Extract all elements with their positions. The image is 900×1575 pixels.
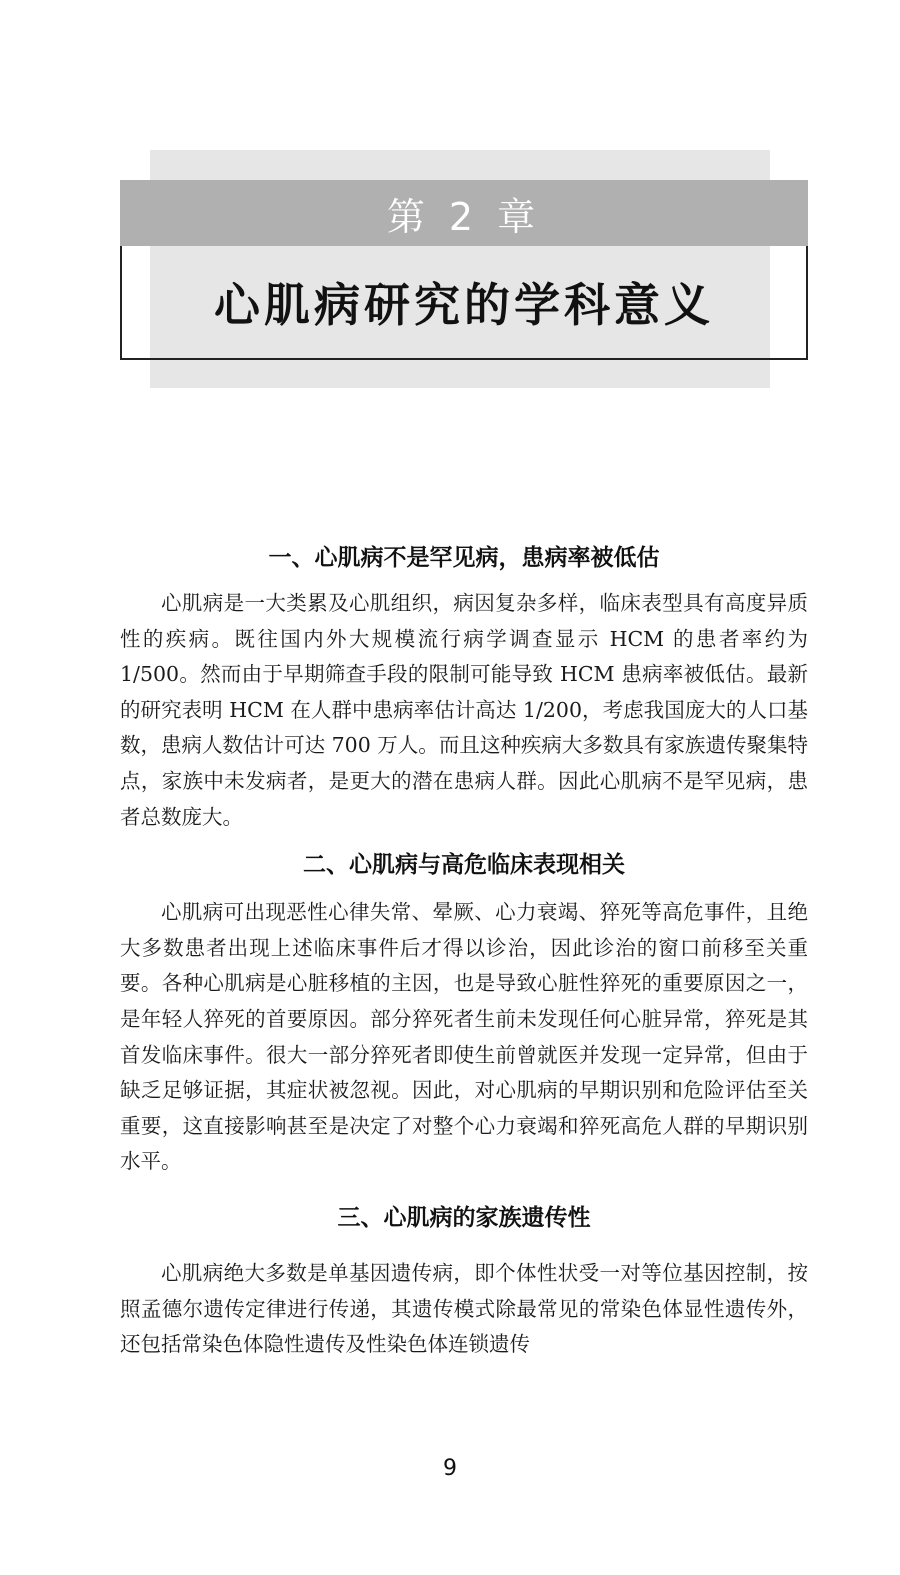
chapter-number: 第 2 章 (120, 180, 808, 246)
chapter-title: 心肌病研究的学科意义 (120, 246, 808, 360)
chapter-body (120, 530, 808, 1363)
section-1 (120, 530, 808, 835)
section-paragraph: 心肌病可出现恶性心律失常、晕厥、心力衰竭、猝死等高危事件，且绝大多数患者出现上述临床事件后才得以诊治，因此诊治的窗口前移至关重要。各种心肌病是心脏移植的主因，也是导致心脏性猝死的重要原因之一，是年轻人猝死的首要原因。部分猝死者生前未发现任何心脏异常，猝死是其首发临床事件。很大一部分猝死者即使生前曾就医并发现一定异常，但由于缺乏足够证据，其症状被忽视。因此，对心肌病的早期识别和危险评估至关重要，这直接影响甚至是决定了对整个心力衰竭和猝死高危人群的早期识别水平。 (120, 900, 808, 1174)
section-2 (120, 835, 808, 1180)
page-number: 9 (443, 1456, 457, 1481)
section-paragraph: 心肌病是一大类累及心肌组织，病因复杂多样，临床表型具有高度异质性的疾病。既往国内外大规模流行病学调查显示 HCM 的患者率约为 1/500。然而由于早期筛查手段的限制可能导致 HCM 患病率被低估。最新的研究表明 HCM 在人群中患病率估计高达 1/200，考虑我国庞大的人口基数，患病人数估计可达 700 万人。而且这种疾病大多数具有家族遗传聚集特点，家族中未发病者，是更大的潜在患病人群。因此心肌病不是罕见病，患者总数庞大。 (120, 591, 808, 829)
section-heading: 二、心肌病与高危临床表现相关 (303, 852, 625, 879)
section-3 (120, 1180, 808, 1363)
section-paragraph: 心肌病绝大多数是单基因遗传病，即个体性状受一对等位基因控制，按照孟德尔遗传定律进行传递，其遗传模式除最常见的常染色体显性遗传外，还包括常染色体隐性遗传及性染色体连锁遗传 (120, 1260, 808, 1357)
section-heading: 一、心肌病不是罕见病，患病率被低估 (268, 545, 660, 571)
section-heading: 三、心肌病的家族遗传性 (337, 1204, 591, 1231)
